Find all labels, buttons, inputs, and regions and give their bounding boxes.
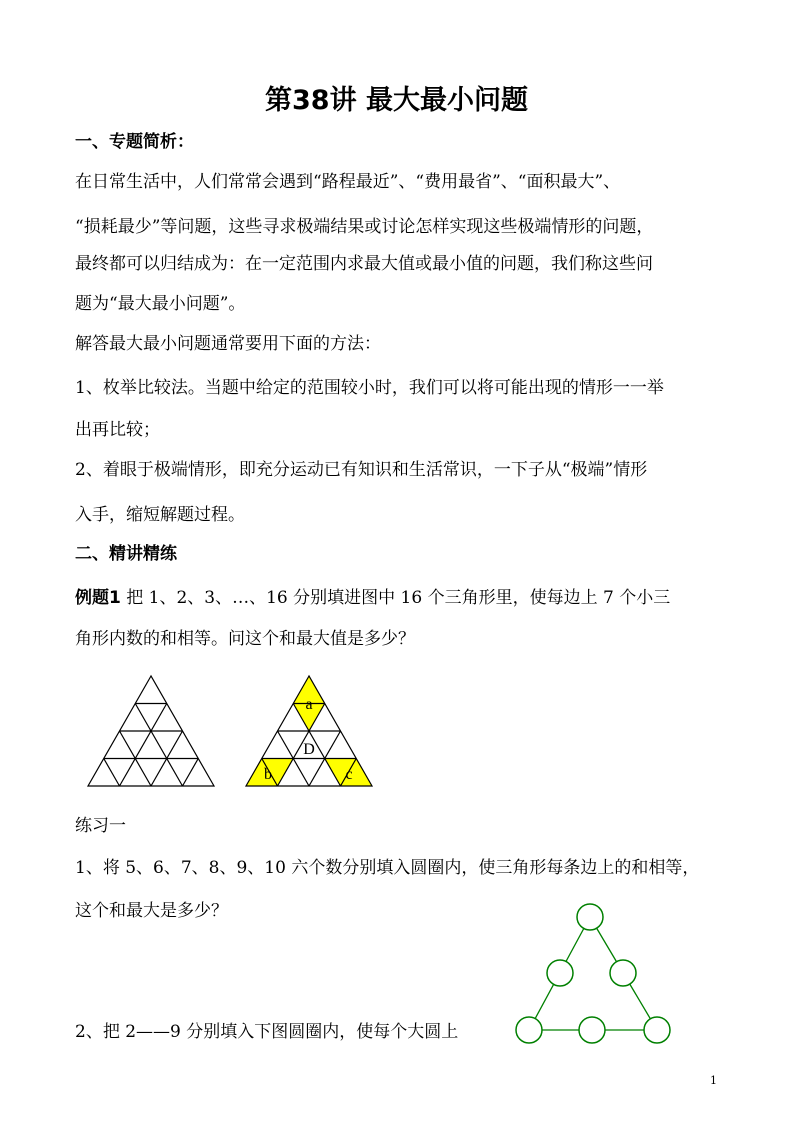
example-1-line: [75, 590, 670, 607]
method-2-line: 入手，缩短解题过程。: [75, 505, 245, 525]
circle-top: [577, 904, 603, 930]
paragraph-line: 题为“最大最小问题”。: [75, 294, 246, 314]
labeled-triangle-figure: [246, 676, 372, 788]
circle-left-mid: [547, 960, 573, 986]
circle-triangle-diagram: [515, 903, 675, 1048]
method-2-line: 2、着眼于极端情形，即充分运动已有知识和生活常识，一下子从“极端”情形: [75, 460, 648, 480]
paragraph-line: 在日常生活中，人们常常会遇到“路程最近”、“费用最省”、“面积最大”、: [75, 172, 621, 192]
page-number: 1: [710, 1074, 717, 1087]
example-1-line-2: 角形内数的和相等。问这个和最大值是多少？: [75, 629, 415, 649]
question-2-line: 2、把 2——9 分别填入下图圆圈内，使每个大圆上: [75, 1022, 459, 1042]
circle-bottom-right: [644, 1017, 670, 1043]
example-text: 把 1、2、3、…、16 分别填进图中 16 个三角形里，使每边上 7 个小三: [120, 588, 671, 608]
paragraph-line: 最终都可以归结成为：在一定范围内求最大值或最小值的问题，我们称这些问: [75, 254, 653, 274]
method-1-line: 1、枚举比较法。当题中给定的范围较小时，我们可以将可能出现的情形一一举: [75, 378, 664, 398]
circle-bottom-left: [516, 1017, 542, 1043]
question-1-line: 1、将 5、6、7、8、9、10 六个数分别填入圆圈内，使三角形每条边上的和相等，: [75, 858, 700, 878]
section-heading-analysis: 一、专题简析：: [75, 132, 194, 152]
example-label: 例题1: [75, 588, 121, 608]
label-c: c: [345, 766, 353, 783]
label-b: b: [264, 766, 272, 783]
label-a: a: [305, 696, 313, 713]
circle-right-mid: [610, 960, 636, 986]
paragraph-line: “损耗最少”等问题，这些寻求极端结果或讨论怎样实现这些极端情形的问题，: [75, 217, 654, 237]
paragraph-line: 解答最大最小问题通常要用下面的方法：: [75, 334, 381, 354]
page-title: 第38讲 最大最小问题: [265, 85, 528, 116]
method-1-line: 出再比较；: [75, 420, 160, 440]
section-heading-practice: 二、精讲精练: [75, 544, 177, 564]
question-1-line-2: 这个和最大是多少？: [75, 901, 228, 921]
label-d: D: [303, 741, 315, 758]
circle-bottom-mid: [579, 1017, 605, 1043]
triangle-grid-figure: [88, 676, 214, 788]
practice-heading: 练习一: [75, 816, 126, 836]
